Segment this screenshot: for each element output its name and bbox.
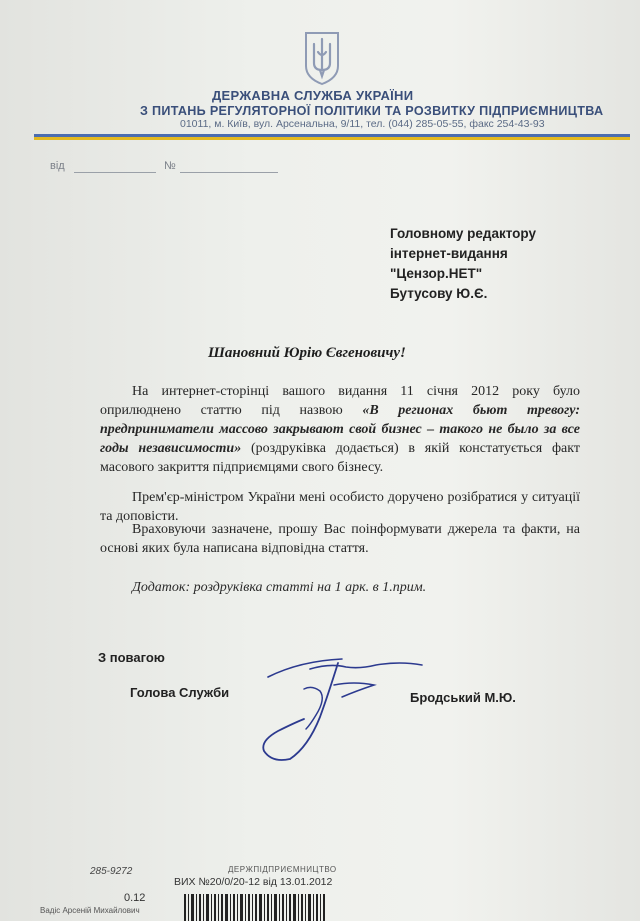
org-address: 01011, м. Київ, вул. Арсенальна, 9/11, тел. (044) 285-05-55, факс 254-43-93 [180,118,545,130]
registration-stamp-org: ДЕРЖПІДПРИЄМНИЦТВО [228,865,337,874]
closing: З повагою [98,650,165,665]
recipient-line-3: "Цензор.НЕТ" [390,266,483,281]
handwritten-signature [250,655,430,765]
date-blank-line [74,172,156,173]
executor-name: Вадіс Арсеній Михайлович [40,906,140,915]
number-label: № [164,160,176,172]
footer-code: 285-9272 [90,866,133,877]
greeting: Шановний Юрію Євгеновичу! [208,345,406,361]
signatory-position: Голова Служби [130,685,230,700]
registration-stamp-number: ВИХ №20/0/20-12 від 13.01.2012 [174,876,333,888]
para3-text: Враховуючи зазначене, прошу Вас поінформувати джерела та факти, на основі яких була написана відповідна стаття. [100,522,580,556]
recipient-line-1: Головному редактору [390,226,536,241]
date-label: від [50,160,65,172]
para2-text: Прем'єр-міністром України мені особисто доручено розібратися у ситуації та доповісти. [100,490,580,524]
signatory-name: Бродський М.Ю. [410,690,516,705]
footer-value: 0.12 [124,892,146,904]
para1-start: На интернет-сторінці вашого видання 11 січня 2012 року було оприлюднено статтю під назвою [100,384,580,418]
org-name-line1: ДЕРЖАВНА СЛУЖБА УКРАЇНИ [212,88,414,103]
header-rule-yellow [34,137,630,140]
para1-end: (роздруківка додається) в якій констатується факт масового закриття підприємцями свого бізнесу. [100,441,580,475]
annex-note: Додаток: роздруківка статті на 1 арк. в 1.прим. [132,580,427,595]
recipient-line-4: Бутусову Ю.Є. [390,286,488,301]
article-title: «В регионах бьют тревогу: предприниматели массово закрывают свой бизнес – такого не было за все годы независимости» [100,403,580,456]
tryzub-coat-of-arms-icon [303,30,341,86]
body-paragraph-3 [100,520,580,558]
number-blank-line [180,172,278,173]
registration-barcode [182,894,327,921]
recipient-line-2: інтернет-видання [390,246,508,261]
body-paragraph-1 [100,382,580,477]
org-name-line2: З ПИТАНЬ РЕГУЛЯТОРНОЇ ПОЛІТИКИ ТА РОЗВИТКУ ПІДПРИЄМНИЦТВА [140,104,604,118]
